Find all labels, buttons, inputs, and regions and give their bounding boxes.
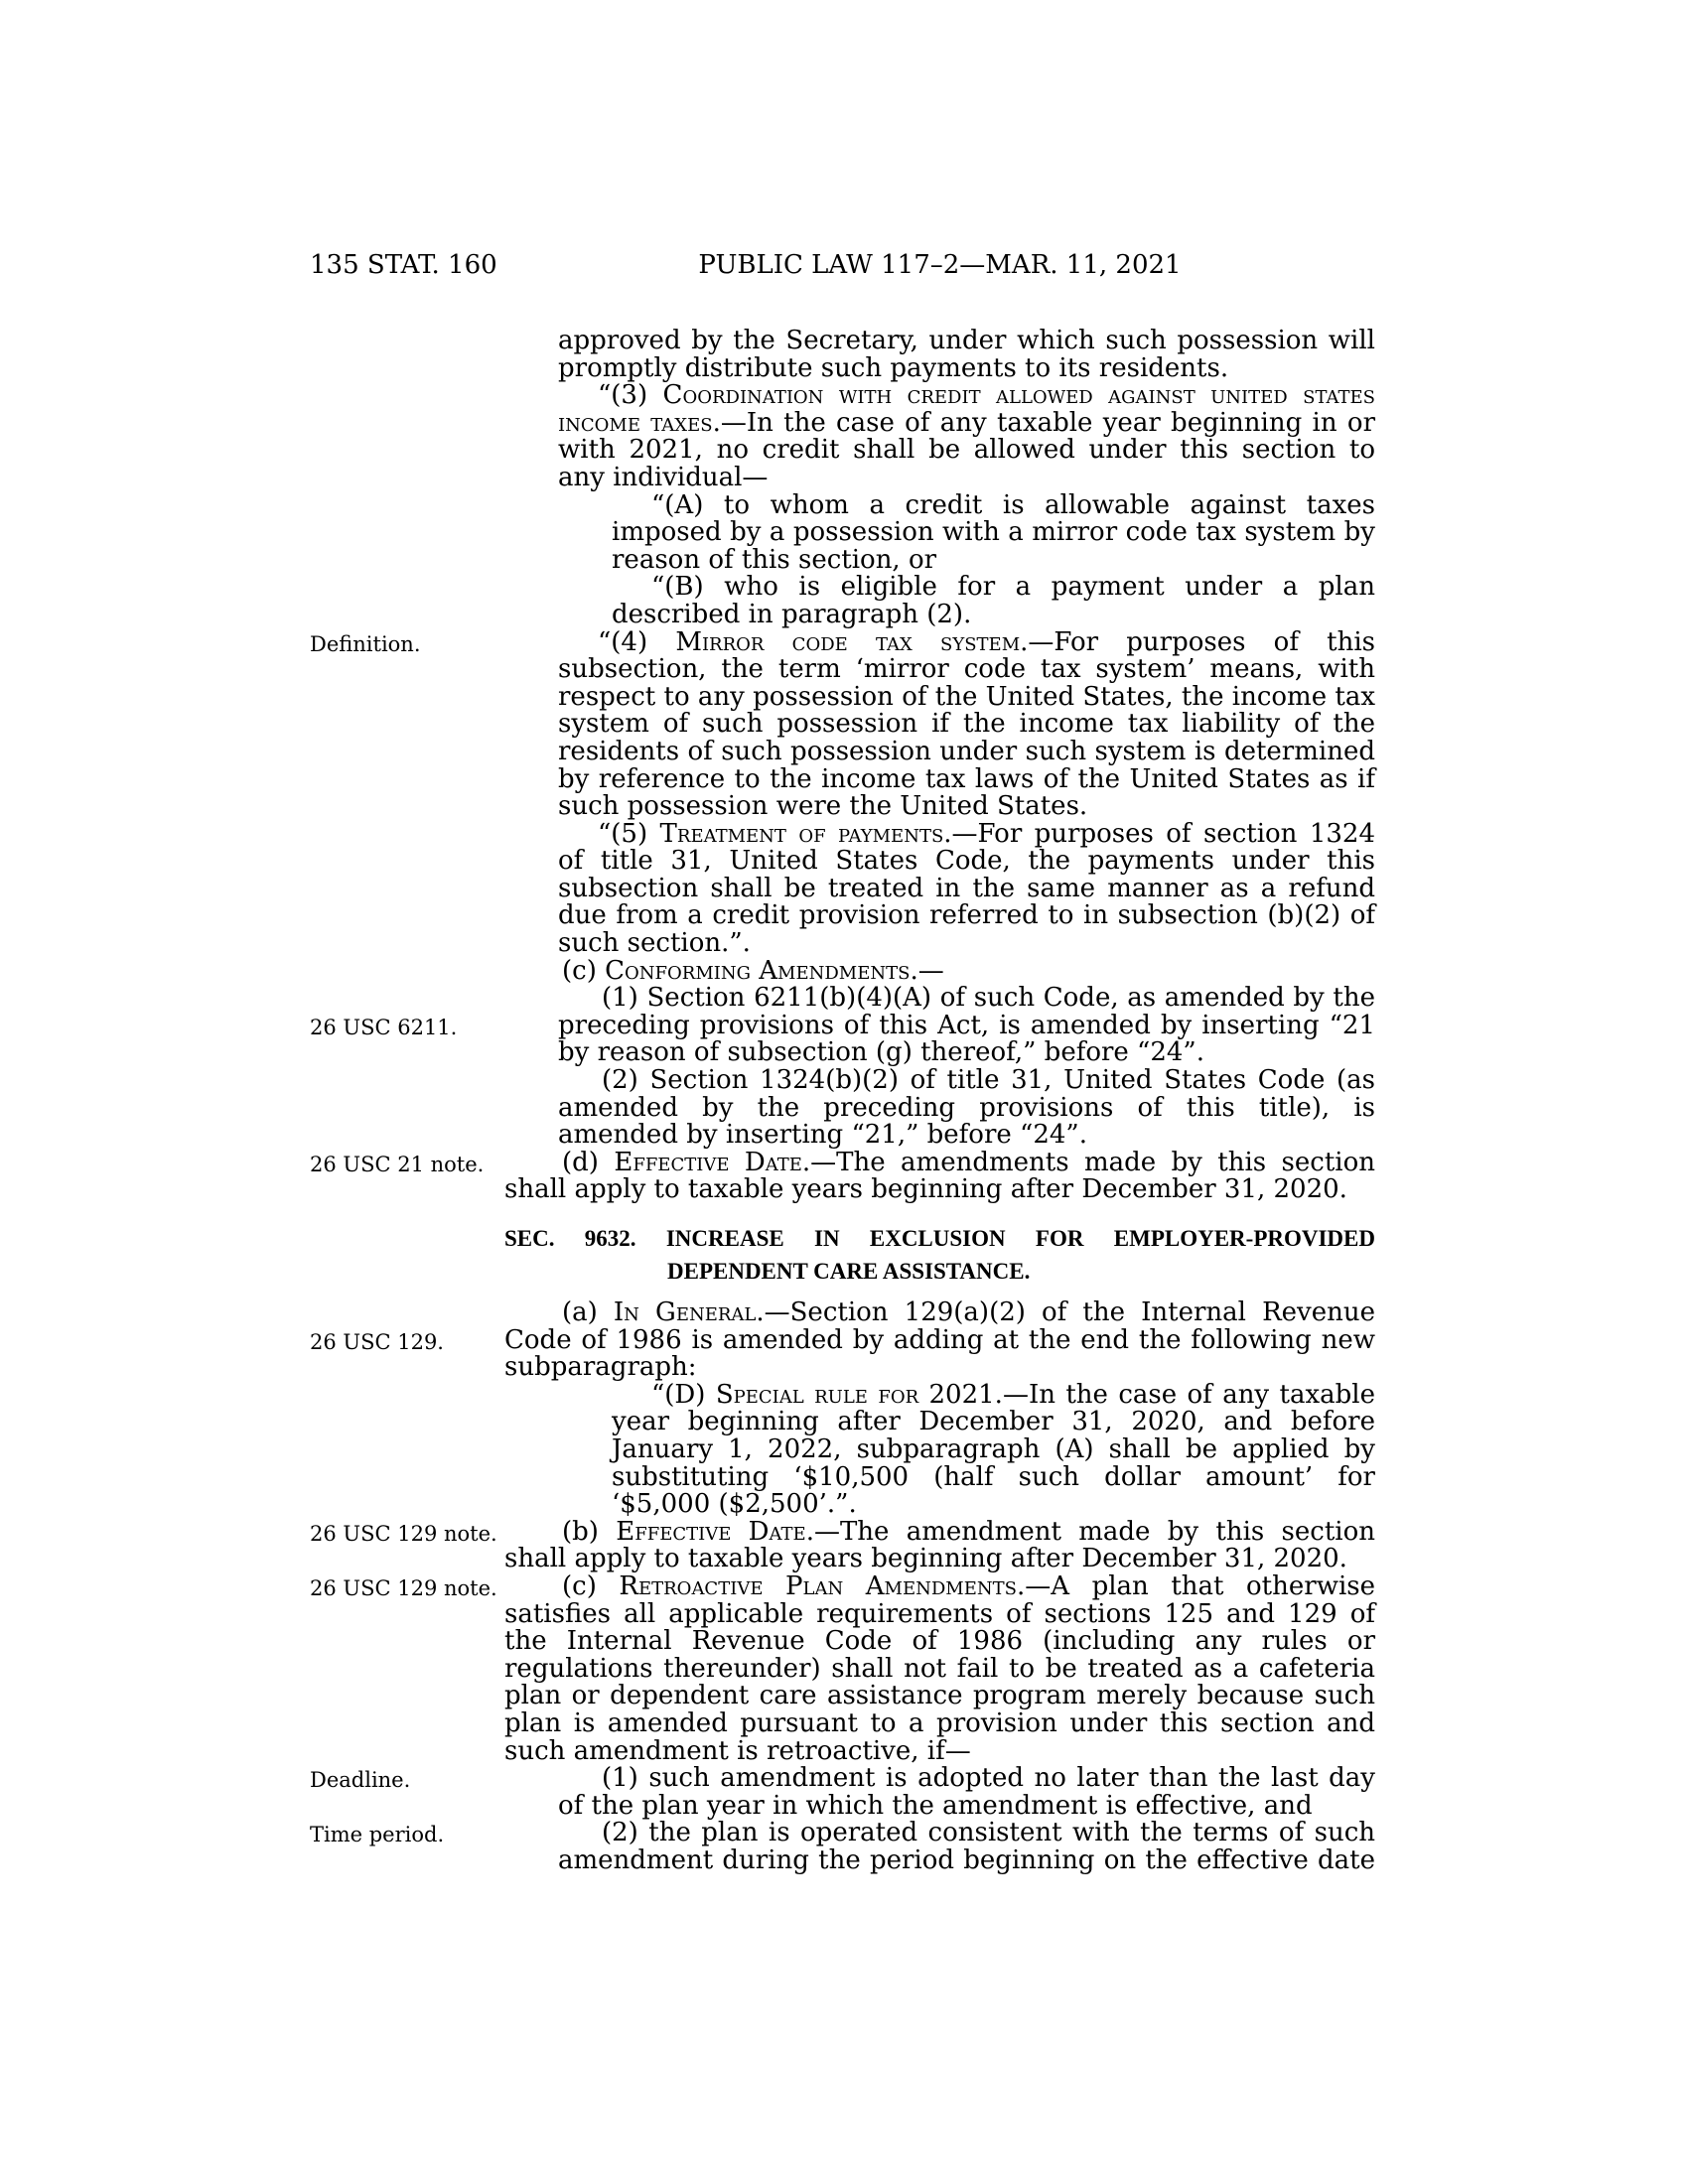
statute-paragraph <box>558 1765 1375 1820</box>
text-run: “(A) to whom a credit is allowable against taxes imposed by a possession with a mirror code tax system by reason of this section, or <box>612 489 1375 575</box>
text-cell <box>504 1379 1375 1520</box>
text-run: “(3) <box>598 380 663 411</box>
text-cell <box>504 574 1375 628</box>
section-heading <box>504 1222 1375 1288</box>
law-title: PUBLIC LAW 117–2—MAR. 11, 2021 <box>698 250 1182 280</box>
text-row <box>310 489 1375 575</box>
margin-note-slot <box>310 985 504 1040</box>
smallcaps-run: In General.— <box>613 1297 790 1327</box>
statute-paragraph <box>504 1147 1375 1205</box>
margin-note-slot <box>310 1299 504 1355</box>
text-cell <box>504 328 1375 382</box>
text-row <box>310 1379 1375 1520</box>
text-row <box>310 1204 1375 1299</box>
margin-note: 26 USC 6211. <box>310 1015 458 1039</box>
margin-note: Time period. <box>310 1823 445 1847</box>
text-run: (b) <box>562 1516 617 1547</box>
text-cell <box>504 1067 1375 1150</box>
text-cell <box>504 1570 1375 1766</box>
text-run: The amendment made by this section shall apply to taxable years beginning after December 31, 2020. <box>504 1516 1375 1574</box>
text-run: (1) such amendment is adopted no later than the last day of the plan year in which the amendment is effective, and <box>558 1763 1375 1821</box>
text-run: (d) <box>562 1147 615 1177</box>
margin-note-slot <box>310 1150 504 1177</box>
text-cell <box>504 1147 1375 1205</box>
text-row <box>310 985 1375 1067</box>
statute-paragraph <box>558 1820 1375 1874</box>
statute-paragraph <box>504 955 1375 986</box>
text-run: The amendments made by this section shall apply to taxable years beginning after December 31, 2020. <box>504 1147 1375 1205</box>
text-row <box>310 1147 1375 1205</box>
statute-paragraph <box>612 489 1375 575</box>
text-cell <box>504 382 1375 491</box>
text-row <box>310 1765 1375 1820</box>
text-run: “(4) <box>598 626 676 657</box>
text-row <box>310 1067 1375 1150</box>
text-cell <box>504 1299 1375 1382</box>
statute-paragraph <box>504 1299 1375 1382</box>
text-row <box>310 1820 1375 1874</box>
text-row <box>310 1570 1375 1766</box>
text-row <box>310 328 1375 382</box>
smallcaps-run: Effective Date.— <box>616 1516 840 1547</box>
text-run: “(D) <box>651 1379 716 1410</box>
text-run: In the case of any taxable year beginning after December 31, 2020, and before January 1, 2022, subparagraph (A) shall be applied by substituting ‘$10,500 (half such dollar amount’ for ‘$5,000 ($2,500’.”. <box>612 1379 1375 1520</box>
statute-paragraph <box>504 1516 1375 1574</box>
statute-paragraph <box>558 328 1375 382</box>
margin-note-slot <box>310 1573 504 1601</box>
text-run: (c) <box>562 955 606 986</box>
statute-paragraph <box>612 574 1375 628</box>
text-cell <box>504 1820 1375 1874</box>
text-run: (c) <box>562 1570 620 1601</box>
text-row <box>310 574 1375 628</box>
text-run: SEC. 9632. INCREASE IN EXCLUSION FOR EMPLOYER-PROVIDED DEPENDENT CARE ASSISTANCE. <box>504 1226 1375 1284</box>
text-run: (a) <box>562 1297 614 1327</box>
margin-note: 26 USC 129. <box>310 1329 444 1354</box>
text-cell <box>504 1765 1375 1820</box>
smallcaps-run: Coordination with credit allowed against united states income taxes.— <box>558 380 1375 438</box>
margin-note-slot <box>310 1519 504 1547</box>
statute-paragraph <box>558 1067 1375 1150</box>
margin-note-slot <box>310 1820 504 1847</box>
statute-paragraph <box>558 626 1375 822</box>
text-run: A plan that otherwise satisfies all applicable requirements of sections 125 and 129 of the Internal Revenue Code of 1986 (including any rules or regulations thereunder) shall not fail to be treated as a cafeteria plan or dependent care assistance program merely because such plan is amended pursuant to a provision under this section and such amendment is retroactive, if— <box>504 1570 1375 1766</box>
text-run: (1) Section 6211(b)(4)(A) of such Code, as amended by the preceding provisions of this Act, is amended by inserting “21 by reason of subsection (g) thereof,” before “24”. <box>558 983 1375 1068</box>
smallcaps-run: Special rule for 2021.— <box>715 1379 1029 1410</box>
margin-note: Definition. <box>310 631 421 656</box>
margin-note: 26 USC 129 note. <box>310 1521 497 1546</box>
statute-paragraph <box>558 382 1375 491</box>
statute-paragraph <box>612 1379 1375 1520</box>
text-cell <box>504 626 1375 822</box>
margin-note: 26 USC 129 note. <box>310 1575 497 1600</box>
text-row <box>310 955 1375 986</box>
text-run: (2) the plan is operated consistent with the terms of such amendment during the period beginning on the effective date <box>558 1818 1375 1875</box>
text-run: (2) Section 1324(b)(2) of title 31, United States Code (as amended by the preceding provisions of this title), is amended by inserting “21,” before “24”. <box>558 1065 1375 1151</box>
smallcaps-run: Treatment of payments.— <box>659 818 978 849</box>
text-cell <box>504 1516 1375 1574</box>
stat-page-number: 135 STAT. 160 <box>310 250 497 280</box>
smallcaps-run: Effective Date.— <box>614 1147 837 1177</box>
smallcaps-run: Conforming Amendments.— <box>605 955 944 986</box>
margin-note-slot <box>310 1765 504 1793</box>
statute-paragraph <box>558 818 1375 959</box>
text-row <box>310 1299 1375 1382</box>
text-cell <box>504 985 1375 1067</box>
statute-body <box>310 328 1375 1874</box>
text-run: Section 129(a)(2) of the Internal Revenue Code of 1986 is amended by adding at the end the following new subparagraph: <box>504 1297 1375 1383</box>
text-run: “(B) who is eligible for a payment under a plan described in paragraph (2). <box>612 572 1375 629</box>
text-cell <box>504 818 1375 959</box>
text-row <box>310 818 1375 959</box>
text-row <box>310 1516 1375 1574</box>
margin-note: 26 USC 21 note. <box>310 1152 485 1176</box>
text-run: “(5) <box>598 818 660 849</box>
text-run: approved by the Secretary, under which such possession will promptly distribute such payments to its residents. <box>558 326 1375 383</box>
text-row <box>310 626 1375 822</box>
statute-paragraph <box>558 985 1375 1067</box>
text-run: In the case of any taxable year beginning in or with 2021, no credit shall be allowed under this section to any individual— <box>558 407 1375 492</box>
margin-note: Deadline. <box>310 1768 411 1793</box>
smallcaps-run: Retroactive Plan Amendments.— <box>619 1570 1052 1601</box>
smallcaps-run: Mirror code tax system.— <box>675 626 1055 657</box>
text-run: For purposes of section 1324 of title 31, United States Code, the payments under this subsection shall be treated in the same manner as a refund due from a credit provision referred to in subsection (b)(2) of such section.”. <box>558 818 1375 959</box>
text-cell <box>504 489 1375 575</box>
statute-paragraph <box>504 1570 1375 1766</box>
text-cell <box>504 1204 1375 1299</box>
text-cell <box>504 955 1375 986</box>
text-row <box>310 382 1375 491</box>
text-run: For purposes of this subsection, the term ‘mirror code tax system’ means, with respect to any possession of the United States, the income tax system of such possession if the income tax liability of the residents of such possession under such system is determined by reference to the income tax laws of the United States as if such possession were the United States. <box>558 626 1375 822</box>
margin-note-slot <box>310 629 504 657</box>
